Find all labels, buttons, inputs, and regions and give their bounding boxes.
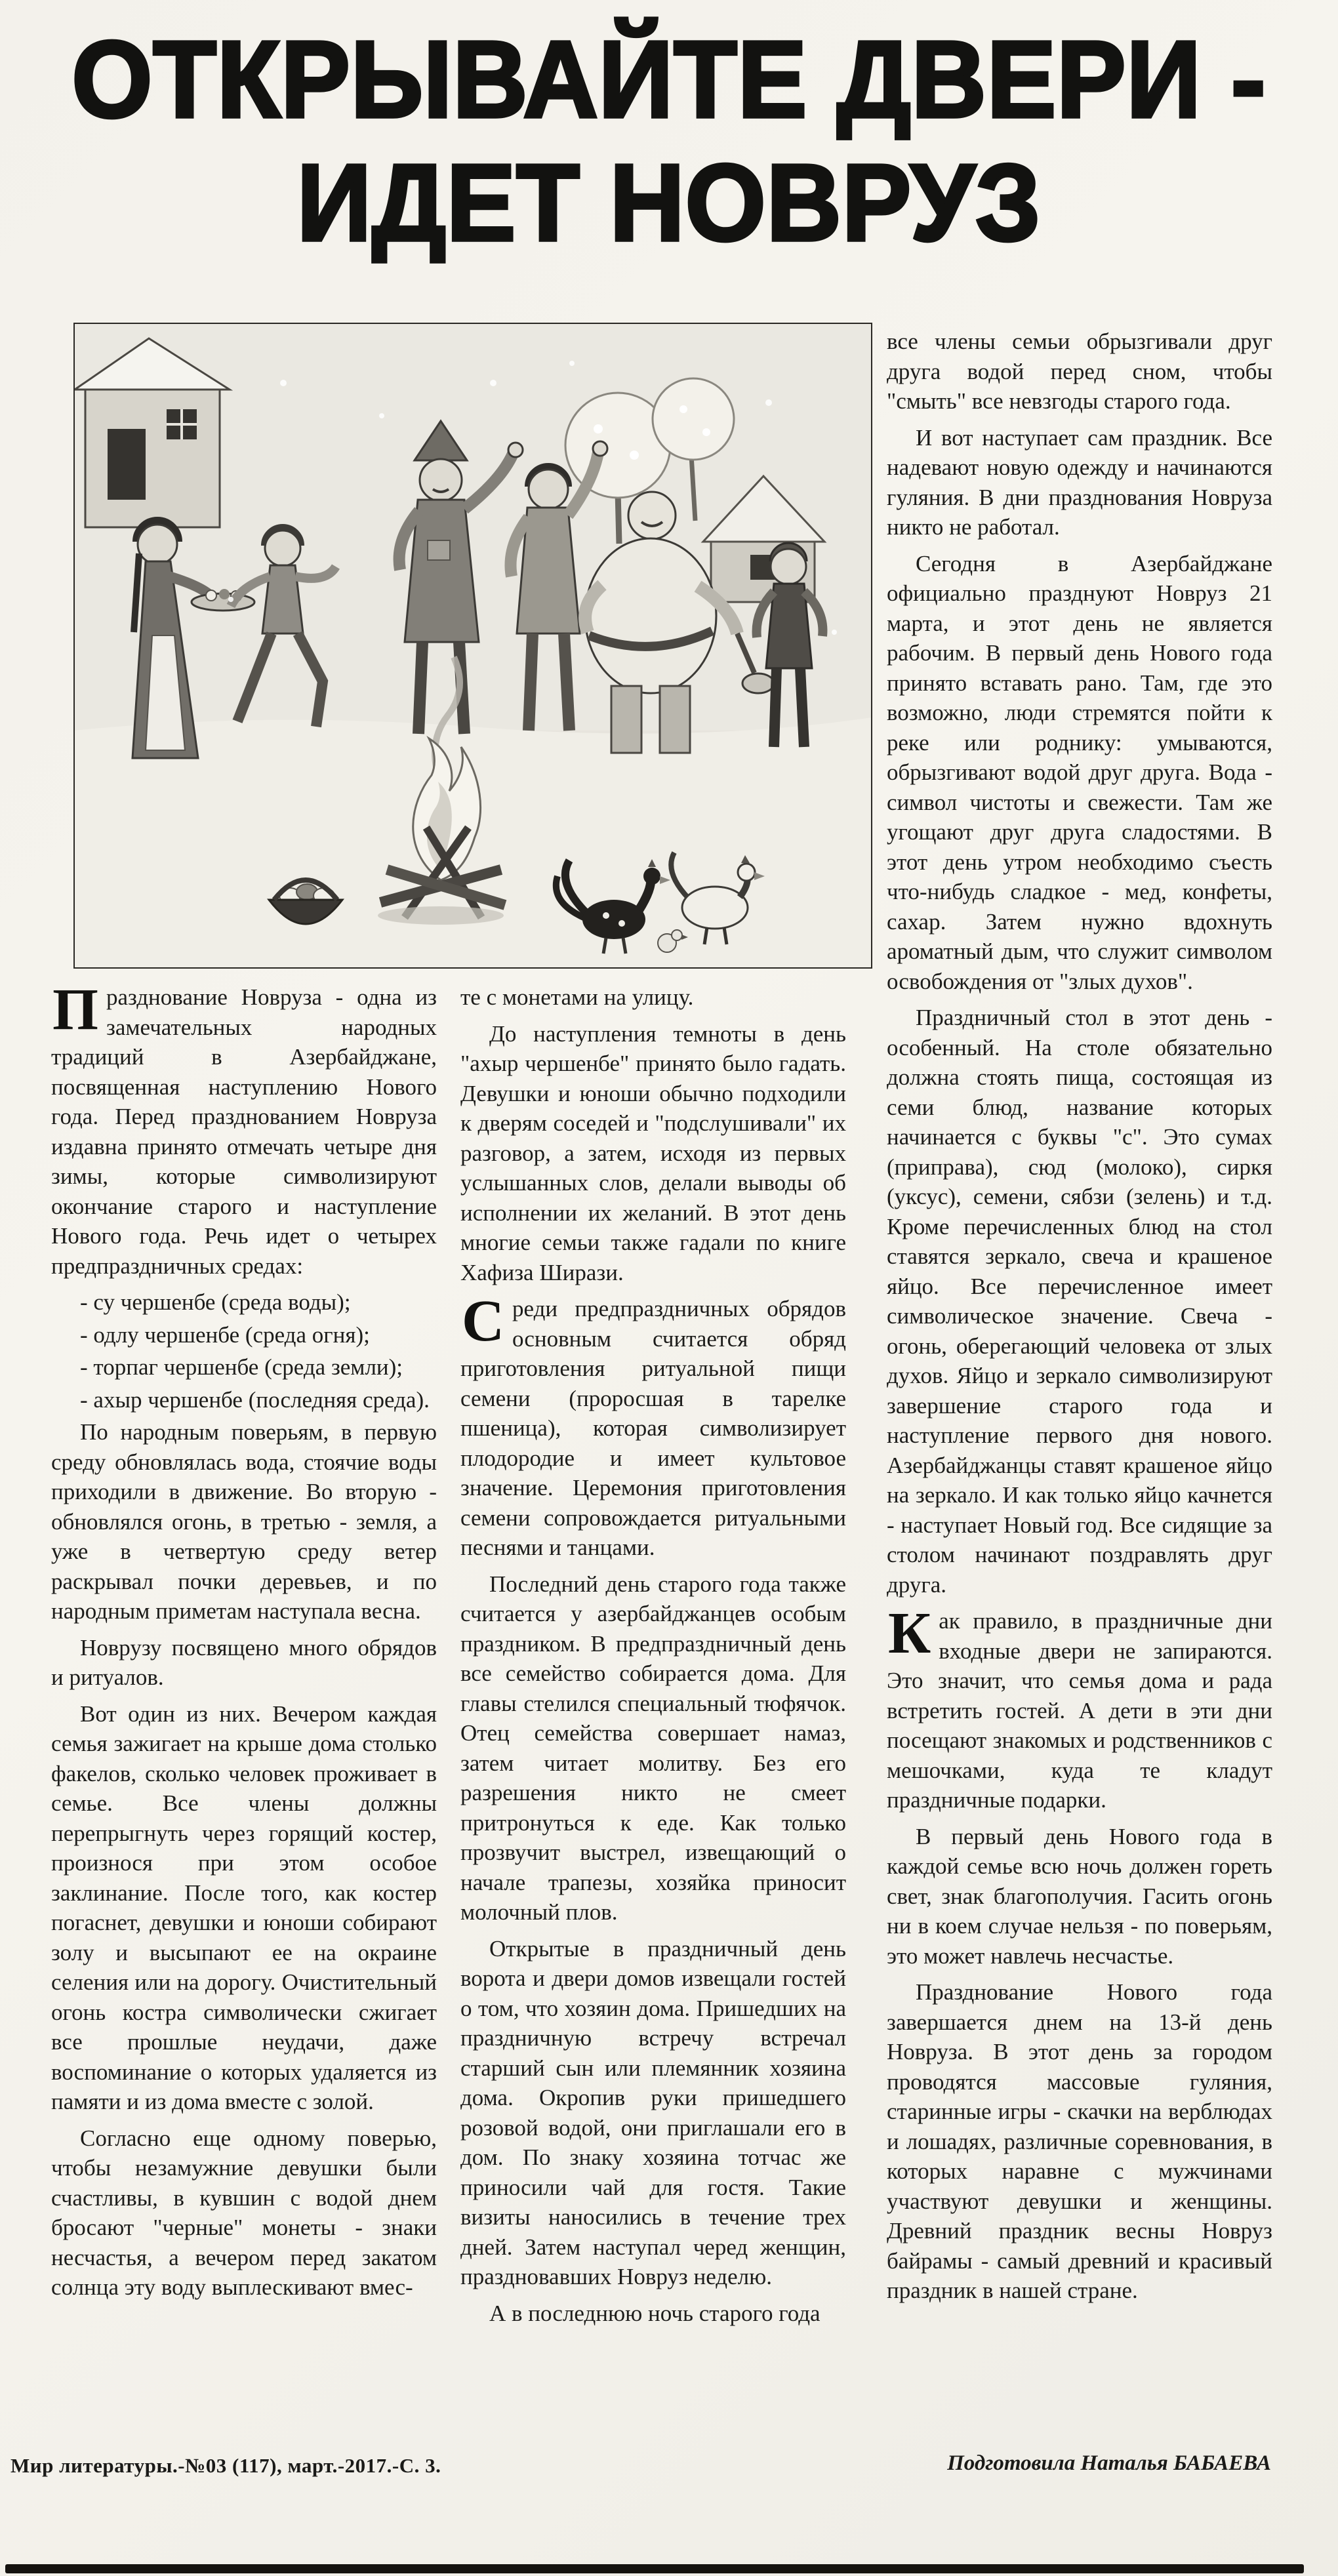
column-middle <box>460 982 846 2335</box>
byline: Подготовила Наталья БАБАЕВА <box>947 2451 1271 2475</box>
paragraph: По народным поверьям, в первую среду обновлялась вода, стоячие воды приходили в движение. Во вторую - обновлялся огонь, в третью - земля, а уже в четвертую среду ветер раскрывал почки деревьев, и по народным приметам наступала весна. <box>51 1419 437 1624</box>
column-right <box>887 327 1272 2312</box>
paragraph: все члены семьи обрызгивали друг друга водой перед сном, чтобы "смыть" все невзгоды старого года. <box>887 329 1272 414</box>
paragraph: В первый день Нового года в каждой семье всю ночь должен гореть свет, знак благополучия. Гасить огонь ни в коем случае нельзя - по поверьям, это может навлечь несчастье. <box>887 1823 1272 1969</box>
paragraph-with-dropcap <box>887 1601 1272 1815</box>
headline-line1: ОТКРЫВАЙТЕ ДВЕРИ - <box>71 19 1267 140</box>
dropcap-p: П <box>52 977 99 1042</box>
novruz-illustration <box>73 323 872 969</box>
novruz-illustration-svg <box>75 324 871 967</box>
paragraph: Открытые в праздничный день ворота и двери домов извещали гостей о том, что хозяин дома. Пришедших на праздничную встречу встречал старший сын или племянник хозяина дома. Окропив руки пришедшего розовой водой, они приглашали его в дом. По знаку хозяина тотчас же приносили чай для гостя. Такие визиты наносились в течение трех дней. Затем наступал черед женщин, праздновавших Новруз неделю. <box>460 1935 846 2289</box>
list-item: - су чершенбе (среда воды); <box>80 1289 351 1315</box>
paragraph: Новрузу посвящено много обрядов и ритуалов. <box>51 1634 437 1690</box>
paragraph-text: реди предпраздничных обрядов основным считается обряд приготовления ритуальной пищи семени (проросшая в тарелке пшеница), которая символизирует плодородие и имеет культовое значение. Церемония приготовления семени сопровождается ритуальными песнями и танцами. <box>460 1296 846 1560</box>
list-item: - торпаг чершенбе (среда земли); <box>80 1354 403 1380</box>
paragraph: Вот один из них. Вечером каждая семья зажигает на крыше дома столько факелов, сколько человек проживает в семье. Все члены должны перепрыгнуть через горящий костер, произнося при этом особое заклинание. После того, как костер погаснет, девушки и юноши собирают золу и высыпают ее на окраине селения или на дорогу. Очистительный огонь костра символически сжигает все прошлые неудачи, даже воспоминание о которых удаляется из памяти и из дома вместе с золой. <box>51 1701 437 2114</box>
source-line: Мир литературы.-№03 (117), март.-2017.-С. 3. <box>10 2454 441 2477</box>
headline <box>0 18 1338 264</box>
column-left <box>51 977 437 2309</box>
paragraph: До наступления темноты в день "ахыр чершенбе" принято было гадать. Девушки и юноши обычно подходили к дверям соседей и "подслушивали" их разговор, а затем, исходя из первых услышанных слов, делали выводы об исполнении их желаний. В этот день многие семьи также гадали по книге Хафиза Ширази. <box>460 1020 846 1285</box>
paragraph-with-dropcap <box>51 977 437 1281</box>
paragraph: Празднование Нового года завершается днем на 13-й день Новруза. В этот день за городом проводятся массовые гуляния, старинные игры - скачки на верблюдах и лошадях, различные соревнования, в которых наравне с мужчинами участвуют девушки и женщины. Древний праздник весны Новруз байрамы - самый древний и красивый праздник в нашей стране. <box>887 1979 1272 2303</box>
list-item: - ахыр чершенбе (последняя среда). <box>80 1386 430 1413</box>
paragraph-with-dropcap <box>460 1289 846 1563</box>
paragraph: Праздничный стол в этот день - особенный. На столе обязательно должна стоять пища, состоящая из семи блюд, название которых начинается с буквы "с". Это сумах (приправа), сюд (молоко), сиркя (уксус), семени, сябзи (зелень) и т.д. Кроме перечисленных блюд на стол ставятся зеркало, свеча и крашеное яйцо. Все перечисленное имеет символическое значение. Свеча - огонь, оберегающий человека от злых духов. Яйцо и зеркало символизируют завершение старого года и наступление первого дня нового. Азербайджанцы ставят крашеное яйцо на зеркало. И как только яйцо качнется - наступает Новый год. Все сидящие за столом начинают поздравлять друг друга. <box>887 1005 1272 1598</box>
paragraph-text: разднование Новруза - одна из замечательных народных традиций в Азербайджане, посвященная наступлению Нового года. Перед празднованием Новруза издавна принято отмечать четыре дня зимы, которые символизируют окончание старого и наступление Нового года. Речь идет о четырех предпраздничных средах: <box>51 984 437 1279</box>
paragraph: Согласно еще одному поверью, чтобы незамужние девушки были счастливы, в кувшин с водой днем бросают "черные" монеты - знаки несчастья, а вечером перед закатом солнца эту воду выплескивают вмес- <box>51 2125 437 2300</box>
paragraph: Последний день старого года также считается у азербайджанцев особым праздником. В предпраздничный день все семейство собирается дома. Для главы стелился специальный тюфячок. Отец семейства совершает намаз, затем читает молитву. Без его разрешения никто не смеет притронуться к еде. Как только прозвучит выстрел, извещающий о начале трапезы, хозяйка приносит молочный плов. <box>460 1571 846 1925</box>
paragraph: Сегодня в Азербайджане официально празднуют Новруз 21 марта, и этот день не является рабочим. В первый день Нового года принято вставать рано. Там, где это возможно, люди стремятся пойти к реке или роднику: умываются, обрызгивают водой друг друга. Вода - символ чистоты и свежести. Там же угощают друг друга сладостями. В этот день утром необходимо съесть что-нибудь сладкое - мед, конфеты, сахар. Затем нужно вдохнуть ароматный дым, что служит символом освобождения от "злых духов". <box>887 550 1272 994</box>
dropcap-s: С <box>462 1289 504 1354</box>
dropcap-k: К <box>888 1601 931 1666</box>
paragraph-text: ак правило, в праздничные дни входные двери не запираются. Это значит, что семья дома и рада встретить гостей. А дети в эти дни посещают знакомых и родственников с мешочками, куда те кладут праздничные подарки. <box>887 1608 1272 1813</box>
paragraph: те с монетами на улицу. <box>460 984 694 1010</box>
paragraph: И вот наступает сам праздник. Все надевают новую одежду и начинаются гуляния. В дни празднования Новруза никто не работал. <box>887 424 1272 540</box>
headline-line2: ИДЕТ НОВРУЗ <box>296 142 1042 264</box>
paragraph: А в последнюю ночь старого года <box>489 2300 821 2326</box>
page-edge-bar <box>5 2564 1304 2573</box>
list-item: - одлу чершенбе (среда огня); <box>80 1321 370 1348</box>
